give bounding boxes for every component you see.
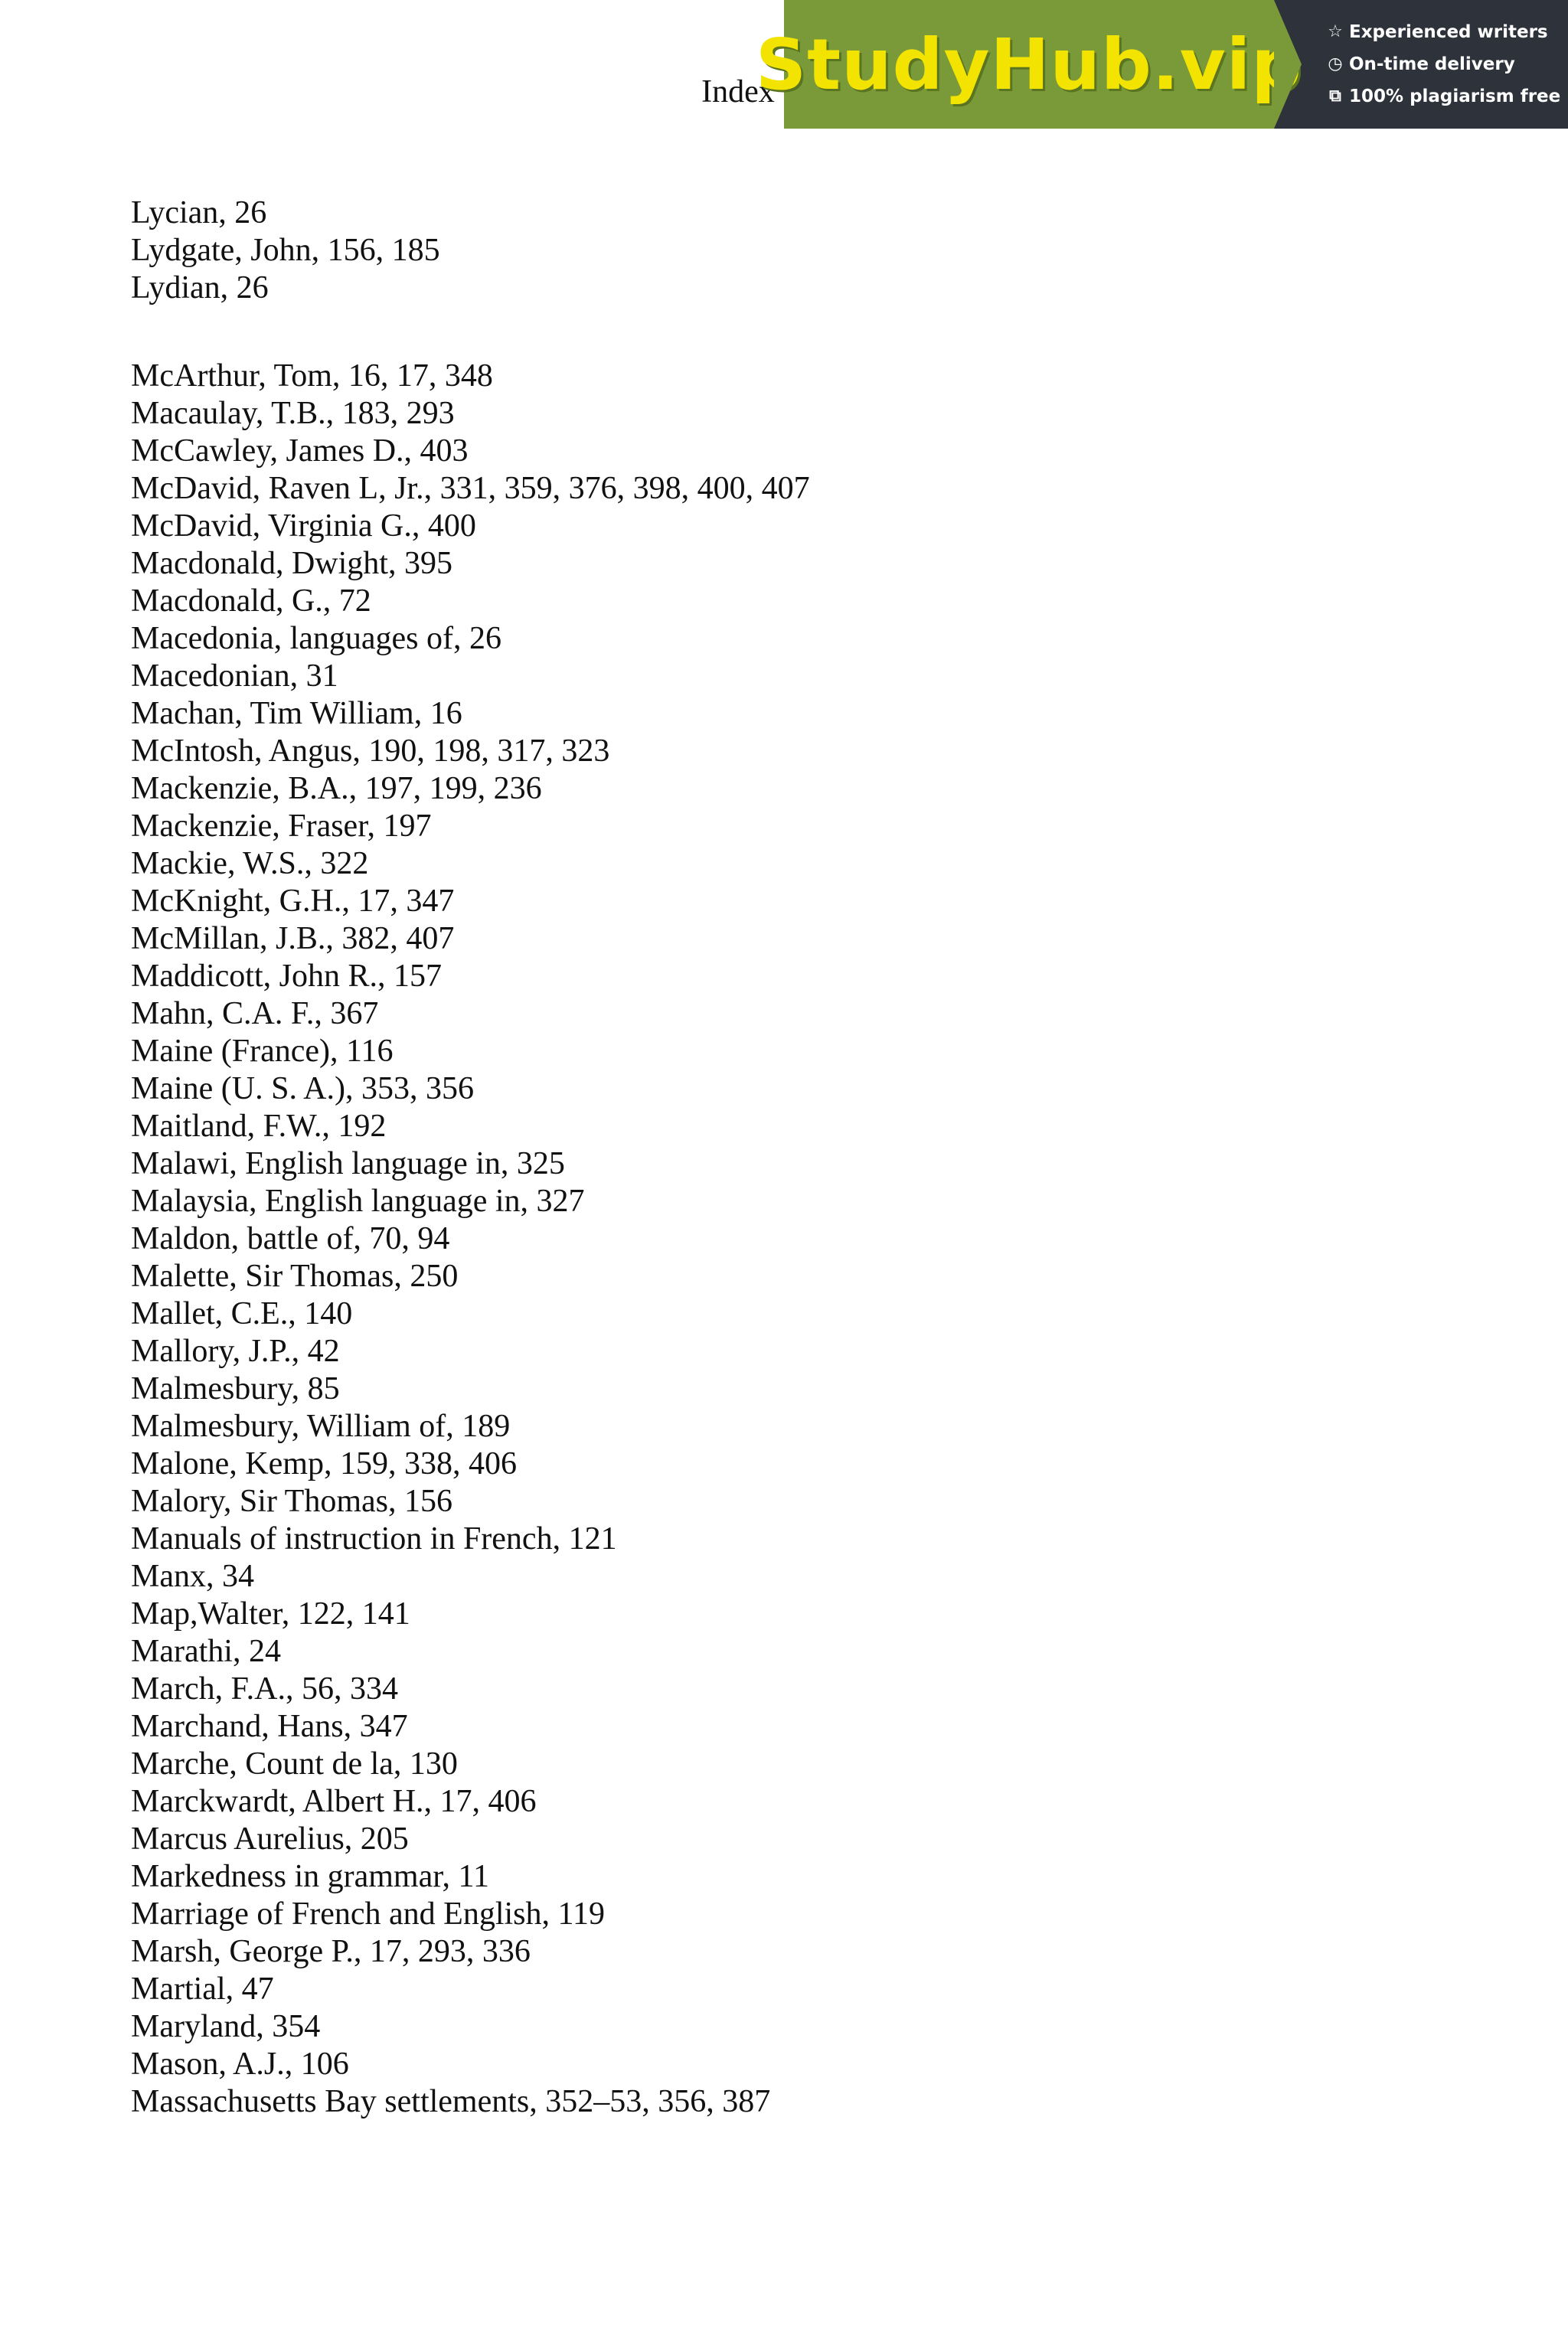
index-entry: Maine (France), 116 [131,1034,394,1069]
index-entry: Marchand, Hans, 347 [131,1709,408,1744]
index-entry: Martial, 47 [131,1971,274,2007]
index-group-l [131,194,440,307]
index-entry: Malaysia, English language in, 327 [131,1184,585,1219]
index-entry: Maldon, battle of, 70, 94 [131,1221,450,1256]
index-entry: Marcus Aurelius, 205 [131,1821,409,1857]
index-entry: Maddicott, John R., 157 [131,959,442,994]
feature-label: Experienced writers [1349,22,1548,42]
index-entry: Malmesbury, 85 [131,1371,340,1406]
logo-text: StudyHub.vip [755,23,1303,106]
index-entry: Malone, Kemp, 159, 338, 406 [131,1446,517,1481]
index-entry: Mallory, J.P., 42 [131,1334,340,1369]
index-entry: Macaulay, T.B., 183, 293 [131,396,455,431]
page-title: Index [701,74,775,109]
index-entry: Map,Walter, 122, 141 [131,1596,410,1632]
clock-icon: ◷ [1328,54,1343,74]
index-entry: Macedonian, 31 [131,658,338,694]
index-entry: Marckwardt, Albert H., 17, 406 [131,1784,537,1819]
feature-label: On-time delivery [1349,54,1515,74]
index-entry: Marathi, 24 [131,1634,281,1669]
index-entry: Markedness in grammar, 11 [131,1859,489,1894]
banner-features [1274,0,1568,129]
index-entry: March, F.A., 56, 334 [131,1671,398,1707]
index-entry: Macedonia, languages of, 26 [131,621,502,656]
index-entry: Mackie, W.S., 322 [131,846,369,881]
index-entry: Lycian, 26 [131,195,267,230]
index-entry: Marriage of French and English, 119 [131,1896,605,1932]
index-entry: Mason, A.J., 106 [131,2047,349,2082]
index-entry: Malmesbury, William of, 189 [131,1409,511,1444]
ad-banner[interactable] [755,0,1568,129]
copy-icon: ⧉ [1329,87,1341,106]
star-icon: ☆ [1328,22,1343,41]
index-entry: Malawi, English language in, 325 [131,1146,565,1181]
banner-logo[interactable] [755,0,1303,129]
feature-label: 100% plagiarism free [1349,87,1561,106]
index-entry: Malory, Sir Thomas, 156 [131,1484,452,1519]
index-entry: Mackenzie, Fraser, 197 [131,808,432,844]
index-entry: Lydian, 26 [131,270,269,305]
feature-on-time-delivery [1325,48,1568,80]
index-entry: McDavid, Raven L, Jr., 331, 359, 376, 398, 400, 407 [131,471,810,506]
index-entry: Macdonald, G., 72 [131,583,371,619]
feature-plagiarism-free [1325,80,1568,113]
index-entry: Marche, Count de la, 130 [131,1746,458,1782]
index-group-m [131,358,810,2121]
index-entry: McArthur, Tom, 16, 17, 348 [131,358,493,394]
index-entry: McIntosh, Angus, 190, 198, 317, 323 [131,733,610,769]
index-entry: Marsh, George P., 17, 293, 336 [131,1934,531,1969]
index-entry: Manuals of instruction in French, 121 [131,1521,617,1557]
index-entry: Mahn, C.A. F., 367 [131,996,379,1031]
index-entry: Lydgate, John, 156, 185 [131,233,440,268]
feature-experienced-writers [1325,16,1568,48]
index-entry: Mackenzie, B.A., 197, 199, 236 [131,771,542,806]
index-entry: McCawley, James D., 403 [131,433,469,469]
index-entry: Manx, 34 [131,1559,254,1594]
index-entry: Mallet, C.E., 140 [131,1296,353,1331]
index-entry: Maryland, 354 [131,2009,321,2044]
index-entry: Maine (U. S. A.), 353, 356 [131,1071,474,1106]
index-entry: Massachusetts Bay settlements, 352–53, 356, 387 [131,2084,771,2119]
index-entry: McMillan, J.B., 382, 407 [131,921,455,956]
index-entry: Macdonald, Dwight, 395 [131,546,452,581]
index-entry: McKnight, G.H., 17, 347 [131,884,455,919]
index-entry: Maitland, F.W., 192 [131,1109,387,1144]
index-entry: Malette, Sir Thomas, 250 [131,1259,459,1294]
index-entry: Machan, Tim William, 16 [131,696,462,731]
index-entry: McDavid, Virginia G., 400 [131,508,476,544]
